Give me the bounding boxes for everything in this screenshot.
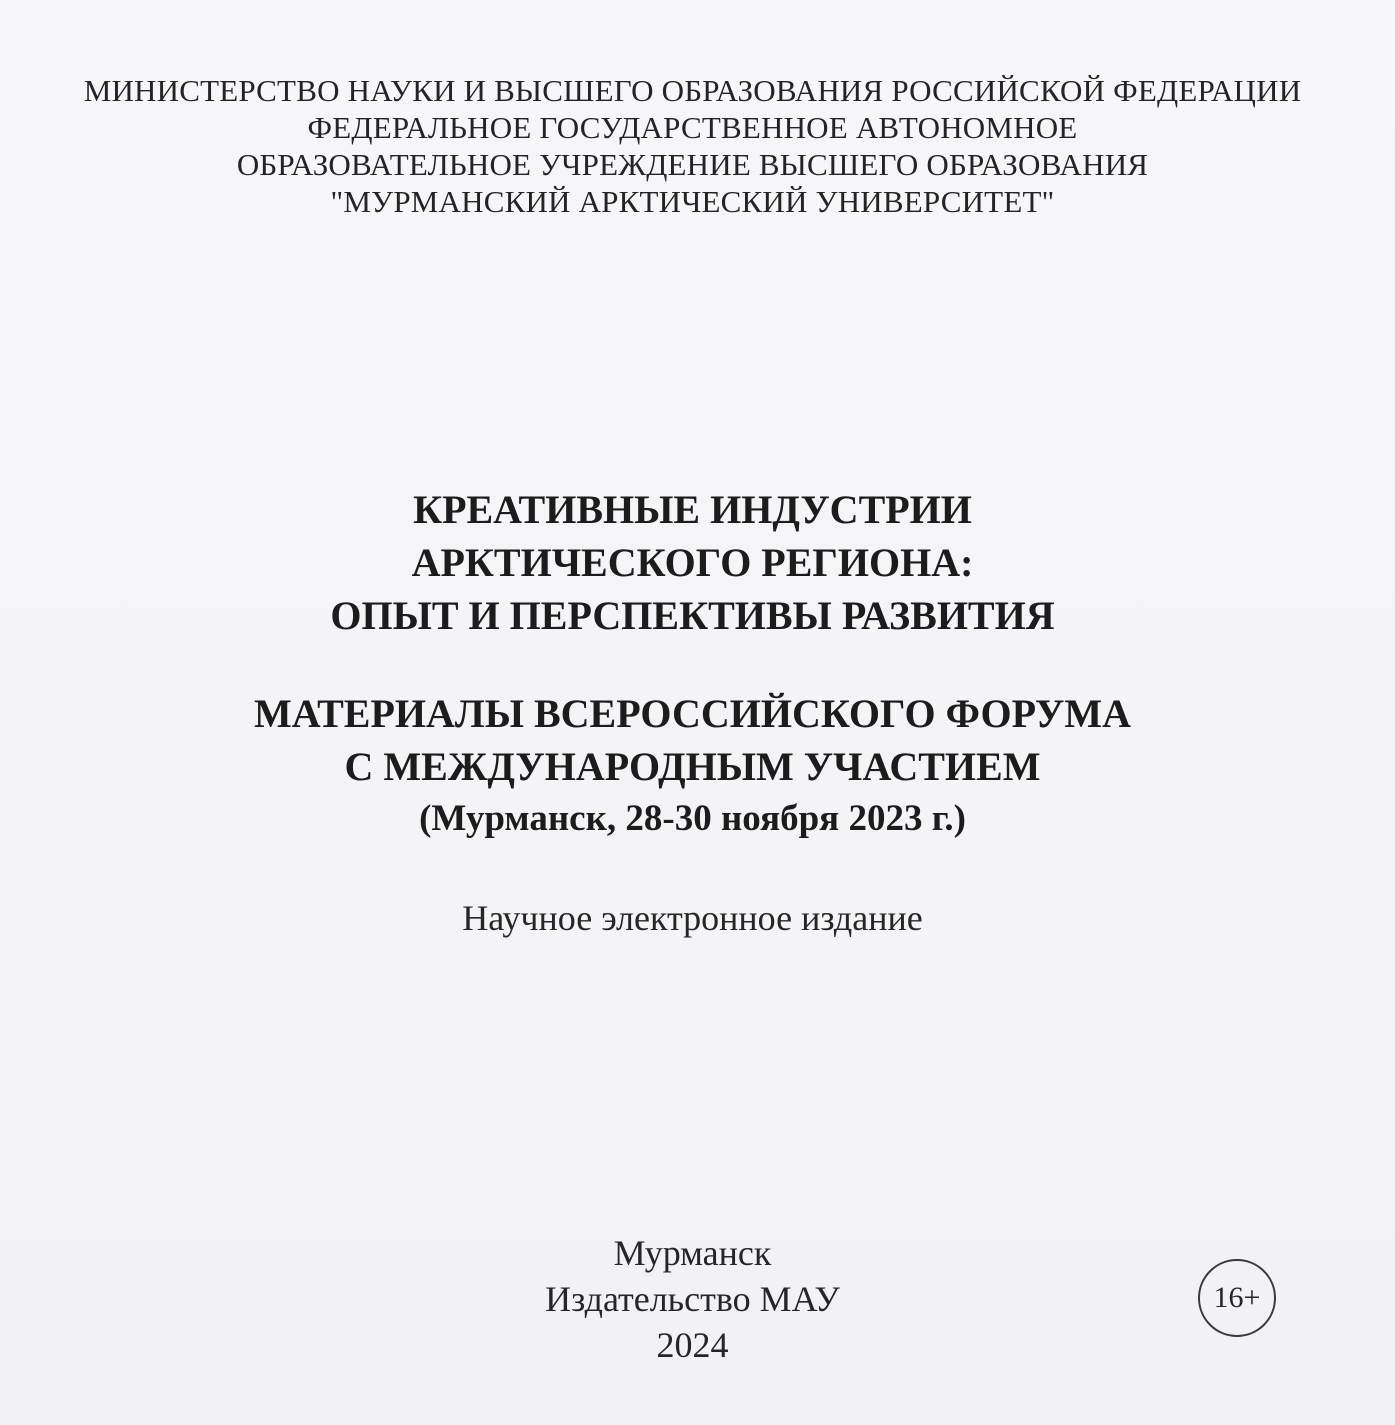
edition-type xyxy=(0,894,1385,942)
materials-line-2: С МЕЖДУНАРОДНЫМ УЧАСТИЕМ xyxy=(344,744,1041,789)
title-line-3: ОПЫТ И ПЕРСПЕКТИВЫ РАЗВИТИЯ xyxy=(330,593,1055,638)
header-line-university: "МУРМАНСКИЙ АРКТИЧЕСКИЙ УНИВЕРСИТЕТ" xyxy=(330,184,1055,219)
document-title xyxy=(0,483,1385,642)
ministry-header xyxy=(0,72,1385,220)
imprint-city: Мурманск xyxy=(613,1233,772,1273)
header-line-institution: ОБРАЗОВАТЕЛЬНОЕ УЧРЕЖДЕНИЕ ВЫСШЕГО ОБРАЗОВАНИЯ xyxy=(236,147,1149,182)
title-line-1: КРЕАТИВНЫЕ ИНДУСТРИИ xyxy=(413,487,972,532)
imprint-year: 2024 xyxy=(656,1325,729,1365)
header-line-ministry: МИНИСТЕРСТВО НАУКИ И ВЫСШЕГО ОБРАЗОВАНИЯ РОССИЙСКОЙ ФЕДЕРАЦИИ xyxy=(83,73,1302,108)
edition-label: Научное электронное издание xyxy=(462,898,923,938)
forum-materials xyxy=(0,687,1385,845)
imprint-publisher: Издательство МАУ xyxy=(545,1279,840,1319)
materials-line-1: МАТЕРИАЛЫ ВСЕРОССИЙСКОГО ФОРУМА xyxy=(253,691,1131,736)
imprint xyxy=(0,1230,1385,1368)
header-line-federal: ФЕДЕРАЛЬНОЕ ГОСУДАРСТВЕННОЕ АВТОНОМНОЕ xyxy=(307,110,1078,145)
age-rating-label: 16+ xyxy=(1213,1281,1261,1314)
age-rating-badge xyxy=(1198,1259,1276,1337)
title-line-2: АРКТИЧЕСКОГО РЕГИОНА: xyxy=(411,540,974,585)
materials-date-line: (Мурманск, 28-30 ноября 2023 г.) xyxy=(419,798,966,839)
